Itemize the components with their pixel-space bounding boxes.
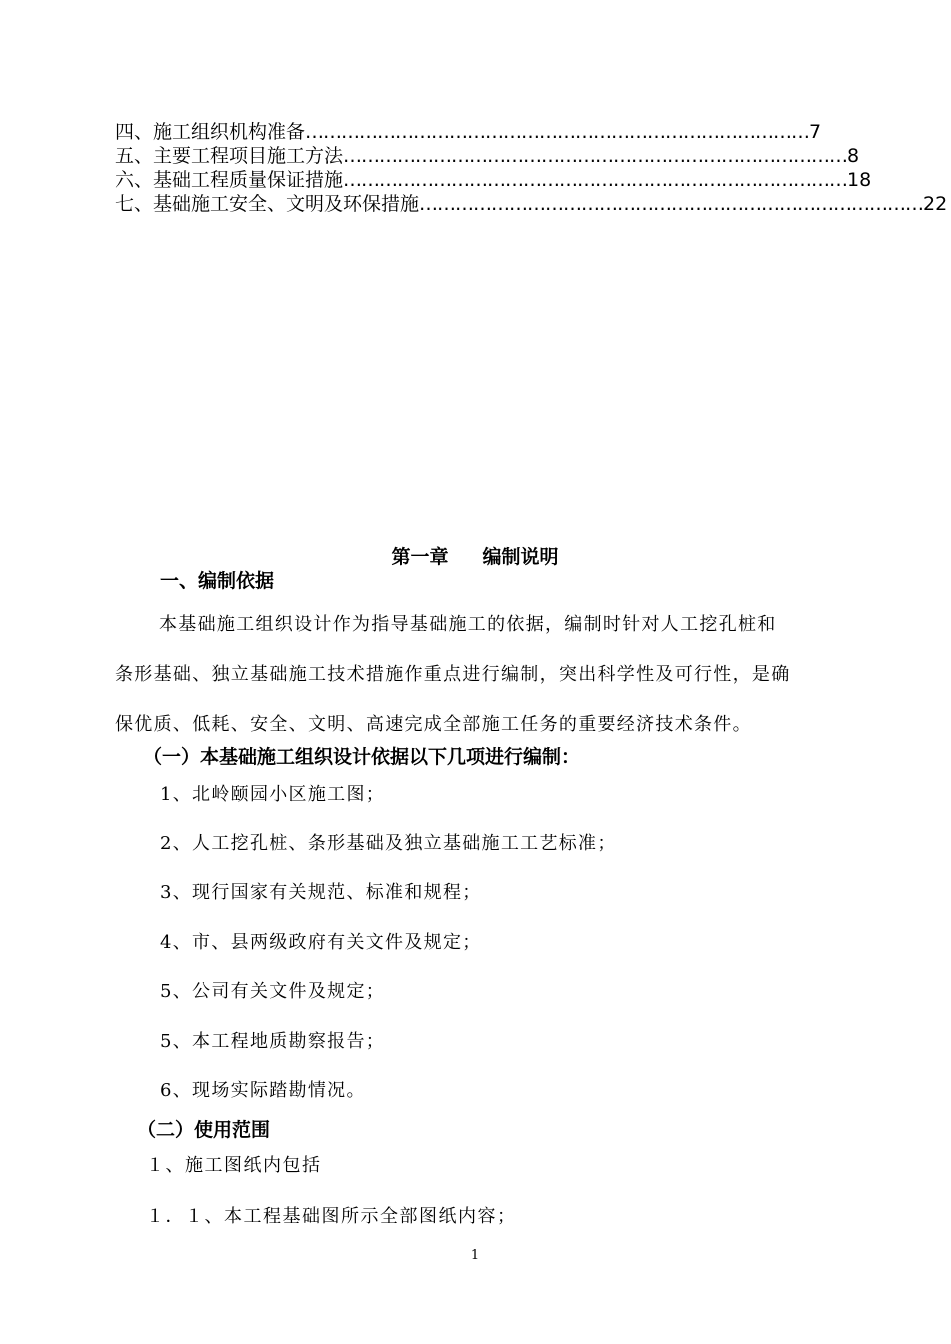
- paragraph-line: 保优质、低耗、安全、文明、高速完成全部施工任务的重要经济技术条件。: [115, 714, 752, 735]
- paragraph-line: 本基础施工组织设计作为指导基础施工的依据，编制时针对人工挖孔桩和: [159, 614, 777, 635]
- toc-entry-page: 18: [847, 169, 872, 191]
- table-of-contents: [115, 120, 948, 216]
- toc-entry-label: 五、主要工程项目施工方法: [115, 145, 344, 167]
- chapter-name: 编制说明: [482, 546, 559, 568]
- toc-entry[interactable]: [115, 144, 860, 168]
- list-item: １．１、本工程基础图所示全部图纸内容；: [146, 1206, 517, 1227]
- toc-entry-page: 8: [847, 145, 860, 167]
- list-item: 5、本工程地质勘察报告；: [160, 1031, 386, 1052]
- toc-entry[interactable]: [115, 192, 948, 216]
- toc-entry-label: 六、基础工程质量保证措施: [115, 169, 344, 191]
- page-number: 1: [470, 1248, 480, 1263]
- toc-entry[interactable]: [115, 120, 822, 144]
- list-item: 6、现场实际踏勘情况。: [160, 1080, 366, 1101]
- toc-leader-dots: …………………………………………………………………………: [305, 121, 810, 143]
- toc-leader-dots: …………………………………………………………………………: [343, 169, 848, 191]
- toc-entry[interactable]: [115, 168, 872, 192]
- chapter-number: 第一章: [391, 546, 449, 568]
- list-item: 1、北岭颐园小区施工图；: [160, 784, 386, 805]
- toc-entry-label: 四、施工组织机构准备: [115, 121, 306, 143]
- body-paragraph: [115, 600, 885, 750]
- subsection-heading: （一）本基础施工组织设计依据以下几项进行编制：: [143, 746, 581, 768]
- list-item: 5、公司有关文件及规定；: [160, 981, 386, 1002]
- toc-entry-page: 7: [809, 121, 822, 143]
- toc-entry-label: 七、基础施工安全、文明及环保措施: [115, 193, 420, 215]
- list-item: 4、市、县两级政府有关文件及规定；: [160, 932, 482, 953]
- list-item: 2、人工挖孔桩、条形基础及独立基础施工工艺标准；: [160, 833, 617, 854]
- chapter-title: [0, 543, 950, 571]
- list-item: １、施工图纸内包括: [146, 1155, 322, 1176]
- list-item: 3、现行国家有关规范、标准和规程；: [160, 882, 482, 903]
- toc-leader-dots: …………………………………………………………………………: [419, 193, 924, 215]
- toc-entry-page: 22: [923, 193, 948, 215]
- subsection-heading: （二）使用范围: [137, 1119, 271, 1141]
- section-heading: 一、编制依据: [160, 570, 275, 592]
- paragraph-line: 条形基础、独立基础施工技术措施作重点进行编制，突出科学性及可行性，是确: [115, 664, 791, 685]
- toc-leader-dots: …………………………………………………………………………: [343, 145, 848, 167]
